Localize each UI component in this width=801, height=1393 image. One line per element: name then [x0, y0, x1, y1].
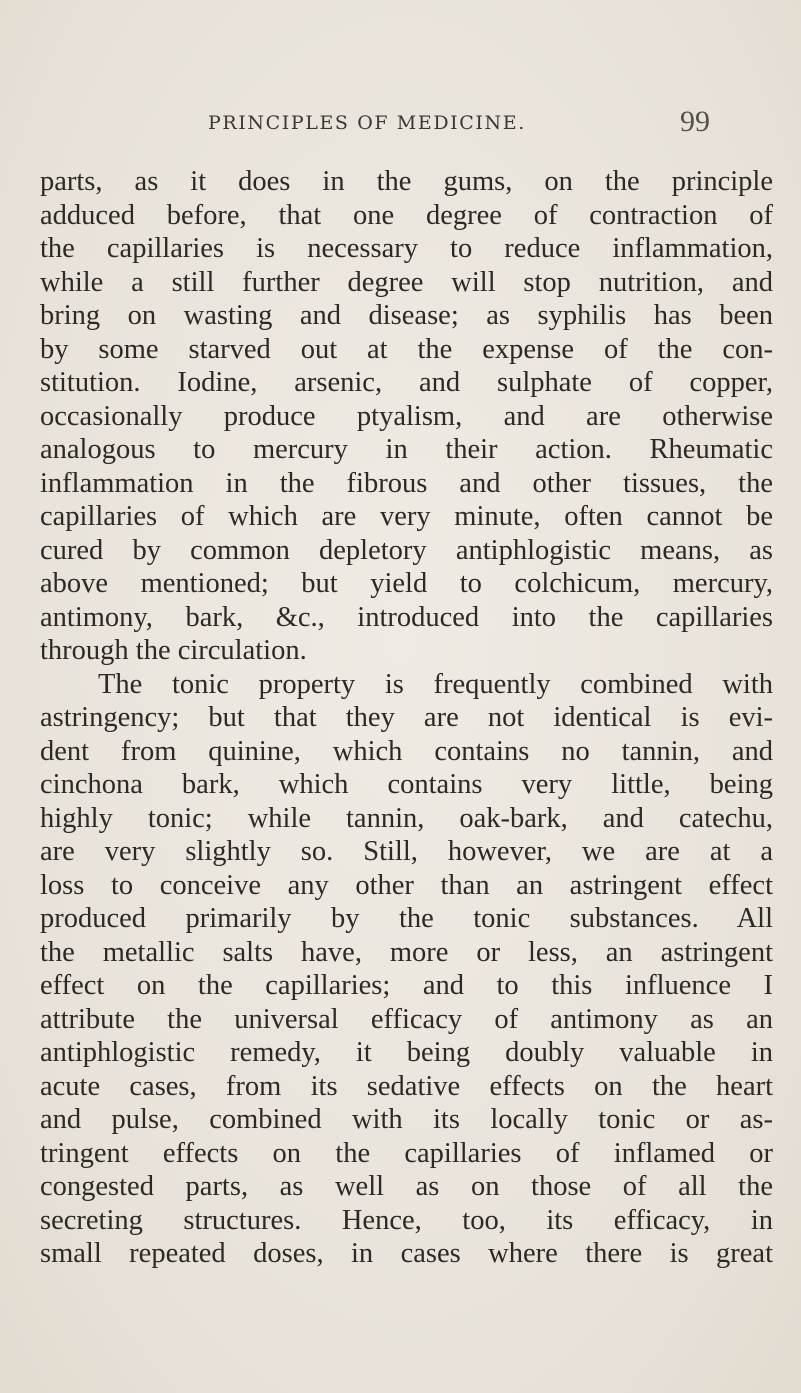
text-line: antiphlogistic remedy, it being doubly valuable in [40, 1037, 773, 1068]
text-line: while a still further degree will stop nutrition, and [40, 266, 773, 298]
text-line: congested parts, as well as on those of all the [40, 1171, 773, 1202]
text-line: astringency; but that they are not identical is evi- [40, 702, 773, 733]
text-line: are very slightly so. Still, however, we are at a [40, 836, 773, 867]
text-line: adduced before, that one degree of contraction of [40, 199, 773, 231]
text-line: cinchona bark, which contains very little, being [40, 769, 773, 800]
text-line: antimony, bark, &c., introduced into the capillaries [40, 601, 773, 633]
text-line: parts, as it does in the gums, on the principle [40, 166, 773, 197]
text-line: cured by common depletory antiphlogistic means, as [40, 534, 773, 566]
page-number: 99 [680, 105, 710, 138]
text-line: The tonic property is frequently combined with [98, 668, 773, 700]
text-line: capillaries of which are very minute, often cannot be [40, 501, 773, 532]
text-line: analogous to mercury in their action. Rheumatic [40, 434, 773, 465]
text-line: highly tonic; while tannin, oak-bark, and catechu, [40, 802, 773, 834]
text-line: dent from quinine, which contains no tannin, and [40, 735, 773, 767]
text-line: the capillaries is necessary to reduce inflammation, [40, 233, 773, 264]
text-line: above mentioned; but yield to colchicum, mercury, [40, 568, 773, 599]
text-line: attribute the universal efficacy of antimony as an [40, 1003, 773, 1035]
text-line: secreting structures. Hence, too, its efficacy, in [40, 1204, 773, 1236]
text-line: loss to conceive any other than an astringent effect [40, 869, 773, 901]
text-line: and pulse, combined with its locally tonic or as- [40, 1104, 773, 1135]
text-line: the metallic salts have, more or less, an astringent [40, 936, 773, 968]
text-line: bring on wasting and disease; as syphilis has been [40, 300, 773, 331]
text-line: small repeated doses, in cases where there is great [40, 1238, 773, 1269]
text-line: effect on the capillaries; and to this influence I [40, 970, 773, 1001]
text-line: by some starved out at the expense of the con- [40, 333, 773, 365]
text-line: tringent effects on the capillaries of inflamed or [40, 1137, 773, 1169]
text-line: acute cases, from its sedative effects on the heart [40, 1070, 773, 1102]
text-line: produced primarily by the tonic substances. All [40, 903, 773, 934]
running-head [150, 103, 710, 143]
text-line: occasionally produce ptyalism, and are otherwise [40, 400, 773, 432]
text-line: inflammation in the fibrous and other tissues, the [40, 467, 773, 499]
text-line: stitution. Iodine, arsenic, and sulphate of copper, [40, 367, 773, 398]
running-title: PRINCIPLES OF MEDICINE. [208, 112, 526, 134]
body-text [40, 165, 773, 1271]
text-line: through the circulation. [40, 635, 307, 666]
